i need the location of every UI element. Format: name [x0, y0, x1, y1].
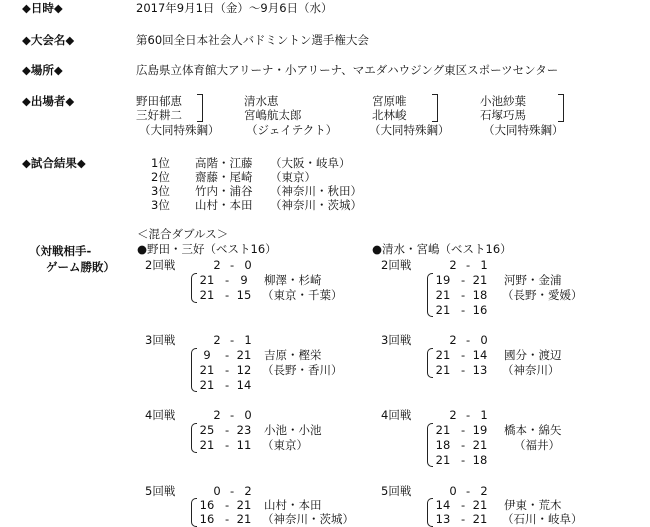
- player-team: （大同特殊鋼）: [139, 123, 220, 137]
- opponent-names: 柳澤・杉崎: [264, 273, 322, 287]
- game-score: 16: [472, 303, 488, 317]
- score-dash: -: [225, 273, 230, 287]
- player-name: 野田郁恵: [136, 94, 182, 108]
- player-name: 北林峻: [372, 108, 407, 122]
- match-result-won: 2: [449, 333, 457, 347]
- opponent-pref: （東京・千葉）: [262, 288, 343, 302]
- round-label: 3回戦: [145, 333, 176, 347]
- opponent-names: 伊東・荒木: [504, 498, 562, 512]
- event-value: 第60回全日本社会人バドミントン選手権大会: [136, 33, 369, 47]
- game-score: 21: [435, 288, 451, 302]
- left-team-heading: ●野田・三好（ベスト16）: [137, 242, 277, 256]
- game-score: 14: [435, 498, 451, 512]
- venue-label: ◆場所◆: [22, 63, 63, 77]
- score-dash: -: [230, 484, 235, 498]
- opponent-pref: （神奈川）: [502, 363, 560, 377]
- score-dash: -: [230, 333, 235, 347]
- game-score: 19: [435, 273, 451, 287]
- opponent-pref: （神奈川・茨城）: [262, 512, 354, 526]
- match-result-lost: 0: [480, 333, 488, 347]
- opponent-pref: （東京）: [262, 438, 308, 452]
- game-score: 18: [472, 288, 488, 302]
- score-dash: -: [466, 408, 471, 422]
- opponent-pref: （長野・愛媛）: [502, 288, 583, 302]
- game-score: 14: [236, 378, 252, 392]
- game-score: 21: [435, 363, 451, 377]
- match-result-won: 2: [213, 333, 221, 347]
- player-name: 石塚巧馬: [480, 108, 526, 122]
- opponents-label-line1: （対戦相手‐: [29, 244, 92, 258]
- result-rank: 3位: [151, 184, 170, 198]
- game-score: 21: [435, 348, 451, 362]
- game-score: 21: [236, 348, 252, 362]
- game-score: 9: [203, 348, 211, 362]
- result-pref: （神奈川・秋田）: [270, 184, 362, 198]
- score-dash: -: [466, 258, 471, 272]
- match-result-won: 2: [449, 408, 457, 422]
- game-score: 13: [435, 512, 451, 526]
- player-name: 宮原唯: [372, 94, 407, 108]
- pair-bracket: [558, 94, 564, 122]
- match-result-won: 2: [449, 258, 457, 272]
- event-label: ◆大会名◆: [22, 33, 75, 47]
- match-result-lost: 1: [480, 258, 488, 272]
- result-names: 高階・江藤: [195, 156, 253, 170]
- match-result-lost: 2: [480, 484, 488, 498]
- score-dash: -: [225, 378, 230, 392]
- score-dash: -: [225, 288, 230, 302]
- player-name: 清水恵: [244, 94, 279, 108]
- game-score: 9: [240, 273, 248, 287]
- game-score: 19: [472, 423, 488, 437]
- round-label: 3回戦: [381, 333, 412, 347]
- game-score: 21: [472, 438, 488, 452]
- player-team: （大同特殊鋼）: [369, 123, 450, 137]
- score-dash: -: [230, 258, 235, 272]
- opponent-names: 國分・渡辺: [504, 348, 562, 362]
- game-score: 21: [199, 378, 215, 392]
- result-pref: （神奈川・茨城）: [270, 198, 362, 212]
- match-result-won: 0: [213, 484, 221, 498]
- venue-value: 広島県立体育館大アリーナ・小アリーナ、マエダハウジング東区スポーツセンター: [136, 63, 559, 77]
- round-label: 4回戦: [381, 408, 412, 422]
- score-dash: -: [225, 438, 230, 452]
- score-dash: -: [461, 303, 466, 317]
- game-score: 25: [199, 423, 215, 437]
- match-result-lost: 0: [244, 258, 252, 272]
- score-dash: -: [466, 484, 471, 498]
- opponent-pref: （石川・岐阜）: [502, 512, 583, 526]
- game-score: 16: [199, 512, 215, 526]
- match-result-lost: 0: [244, 408, 252, 422]
- game-score: 21: [435, 423, 451, 437]
- game-score: 21: [199, 363, 215, 377]
- pair-bracket: [197, 94, 203, 122]
- date-value: 2017年9月1日（金）～9月6日（水）: [136, 1, 333, 15]
- player-name: 小池紗葉: [480, 94, 526, 108]
- game-score: 21: [199, 288, 215, 302]
- result-rank: 1位: [151, 156, 170, 170]
- game-score: 21: [236, 498, 252, 512]
- date-label: ◆日時◆: [22, 1, 63, 15]
- game-score: 14: [472, 348, 488, 362]
- results-label: ◆試合結果◆: [22, 156, 86, 170]
- round-label: 2回戦: [145, 258, 176, 272]
- game-score: 16: [199, 498, 215, 512]
- score-dash: -: [461, 363, 466, 377]
- game-score: 15: [236, 288, 252, 302]
- opponent-names: 山村・本田: [264, 498, 322, 512]
- result-names: 齋藤・尾崎: [195, 170, 253, 184]
- score-dash: -: [461, 348, 466, 362]
- score-dash: -: [225, 348, 230, 362]
- game-score: 21: [472, 273, 488, 287]
- match-result-lost: 1: [244, 333, 252, 347]
- match-result-lost: 2: [244, 484, 252, 498]
- game-score: 11: [236, 438, 252, 452]
- opponents-label-line2: ゲーム勝敗）: [46, 260, 115, 274]
- score-dash: -: [461, 273, 466, 287]
- opponent-names: 河野・金浦: [504, 273, 562, 287]
- game-score: 21: [236, 512, 252, 526]
- score-dash: -: [461, 438, 466, 452]
- round-label: 5回戦: [381, 484, 412, 498]
- game-score: 21: [199, 273, 215, 287]
- player-name: 三好耕二: [136, 108, 182, 122]
- category-heading: ＜混合ダブルス＞: [137, 227, 229, 241]
- players-label: ◆出場者◆: [22, 94, 75, 108]
- score-dash: -: [461, 498, 466, 512]
- result-rank: 3位: [151, 198, 170, 212]
- game-score: 21: [472, 512, 488, 526]
- opponent-names: 橋本・綿矢: [504, 423, 562, 437]
- player-team: （ジェイテクト）: [246, 123, 338, 137]
- score-dash: -: [225, 498, 230, 512]
- score-dash: -: [225, 363, 230, 377]
- opponent-names: 吉原・樫栄: [264, 348, 322, 362]
- round-label: 4回戦: [145, 408, 176, 422]
- game-score: 18: [435, 438, 451, 452]
- score-dash: -: [225, 512, 230, 526]
- score-dash: -: [461, 512, 466, 526]
- score-dash: -: [461, 453, 466, 467]
- score-dash: -: [230, 408, 235, 422]
- game-score: 21: [435, 453, 451, 467]
- game-score: 12: [236, 363, 252, 377]
- right-team-heading: ●清水・宮嶋（ベスト16）: [372, 242, 512, 256]
- match-result-lost: 1: [480, 408, 488, 422]
- game-score: 23: [236, 423, 252, 437]
- opponent-pref: （長野・香川）: [262, 363, 343, 377]
- match-result-won: 2: [213, 408, 221, 422]
- result-pref: （東京）: [270, 170, 316, 184]
- result-names: 竹内・浦谷: [195, 184, 253, 198]
- result-pref: （大阪・岐阜）: [270, 156, 351, 170]
- score-dash: -: [225, 423, 230, 437]
- player-name: 宮嶋航太郎: [244, 108, 302, 122]
- game-score: 21: [435, 303, 451, 317]
- game-score: 18: [472, 453, 488, 467]
- result-rank: 2位: [151, 170, 170, 184]
- round-label: 5回戦: [145, 484, 176, 498]
- opponent-names: 小池・小池: [264, 423, 322, 437]
- opponent-pref: （福井）: [514, 438, 560, 452]
- round-label: 2回戦: [381, 258, 412, 272]
- pair-bracket: [432, 94, 438, 122]
- result-names: 山村・本田: [195, 198, 253, 212]
- match-result-won: 2: [213, 258, 221, 272]
- game-score: 21: [472, 498, 488, 512]
- score-dash: -: [461, 288, 466, 302]
- score-dash: -: [466, 333, 471, 347]
- match-result-won: 0: [449, 484, 457, 498]
- score-dash: -: [461, 423, 466, 437]
- game-score: 21: [199, 438, 215, 452]
- game-score: 13: [472, 363, 488, 377]
- player-team: （大同特殊鋼）: [483, 123, 564, 137]
